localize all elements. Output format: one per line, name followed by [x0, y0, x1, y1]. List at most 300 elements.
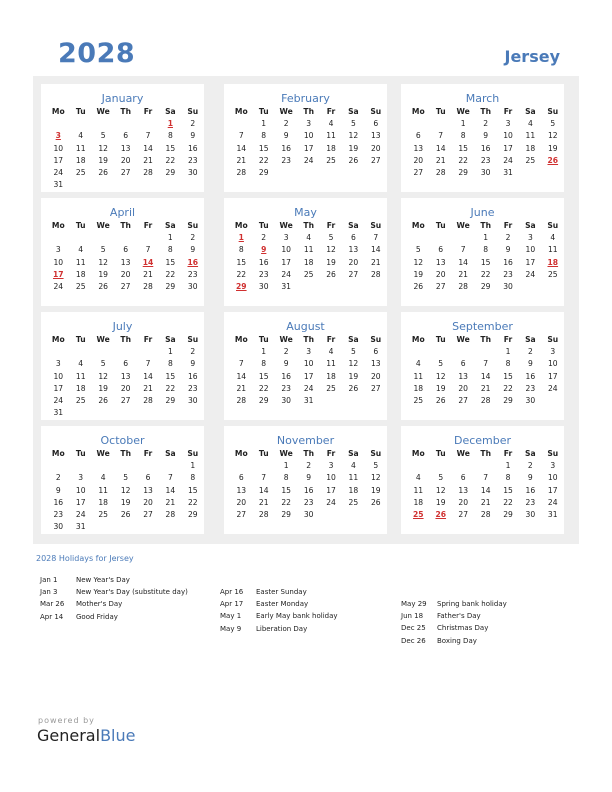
- day-cell: 15: [258, 371, 269, 381]
- day-cell: 6: [123, 131, 129, 141]
- day-cell: 1: [167, 347, 173, 357]
- day-cell: 6: [438, 245, 444, 255]
- day-cell: 8: [283, 473, 289, 483]
- day-cell: 29: [165, 282, 176, 292]
- month-table: [407, 448, 564, 521]
- day-cell: 2: [55, 473, 61, 483]
- month-name: April: [109, 206, 136, 219]
- weekday-header: Mo: [51, 107, 65, 117]
- day-cell: 17: [525, 257, 536, 267]
- day-cell: 18: [326, 371, 336, 381]
- empty-cell: [92, 346, 115, 358]
- weekday-header: Th: [480, 449, 491, 459]
- day-cell: 18: [75, 269, 86, 279]
- empty-cell: [430, 346, 452, 358]
- day-cell: 19: [547, 143, 558, 153]
- day-cell: 22: [458, 155, 469, 165]
- day-cell: 10: [75, 485, 86, 495]
- empty-cell: [230, 118, 253, 130]
- weekday-header: Fr: [143, 221, 153, 231]
- day-cell: 12: [435, 371, 446, 381]
- day-cell: 3: [527, 233, 533, 243]
- day-cell: 29: [503, 396, 513, 406]
- day-cell: 10: [503, 131, 513, 141]
- day-cell: 26: [120, 510, 131, 520]
- weekday-header: Tu: [258, 449, 269, 459]
- day-cell: 31: [547, 510, 558, 520]
- month-name: October: [100, 434, 145, 447]
- empty-cell: [92, 179, 115, 191]
- day-cell: 24: [53, 396, 64, 406]
- empty-cell: [342, 281, 364, 293]
- day-cell: 25: [525, 155, 536, 165]
- day-cell: 21: [236, 383, 247, 393]
- day-cell: 17: [326, 485, 336, 495]
- month-table: [230, 448, 387, 521]
- holiday-row: [220, 586, 338, 598]
- day-cell: 2: [306, 461, 312, 471]
- day-cell: 28: [236, 168, 247, 178]
- month-september: [401, 312, 564, 420]
- day-cell: 29: [258, 168, 269, 178]
- holiday-row: [40, 611, 188, 623]
- day-cell: 29: [458, 168, 469, 178]
- month-december: [401, 426, 564, 534]
- holiday-name: Father's Day: [437, 612, 481, 621]
- day-cell: 7: [438, 131, 444, 141]
- day-cell: 6: [373, 119, 379, 129]
- day-cell: 23: [525, 497, 536, 507]
- day-cell: 21: [165, 497, 176, 507]
- day-cell: 27: [143, 510, 153, 520]
- day-cell: 6: [238, 473, 244, 483]
- day-cell: 22: [187, 497, 198, 507]
- empty-cell: [542, 167, 564, 179]
- holiday-date: Apr 17: [220, 600, 244, 609]
- weekday-header: Su: [370, 107, 382, 117]
- day-cell: 8: [190, 473, 196, 483]
- day-cell: 22: [503, 497, 513, 507]
- day-cell: 11: [547, 245, 558, 255]
- day-cell: 23: [187, 269, 198, 279]
- day-cell: 29: [165, 168, 176, 178]
- month-november: [224, 426, 387, 534]
- day-cell: 3: [55, 359, 61, 369]
- weekday-header: Fr: [503, 335, 513, 345]
- day-cell: 11: [413, 485, 424, 495]
- day-cell: 18: [75, 155, 86, 165]
- day-cell: 30: [480, 168, 491, 178]
- day-cell: 8: [238, 245, 244, 255]
- day-cell: 14: [435, 143, 446, 153]
- empty-cell: [430, 118, 452, 130]
- day-cell: 12: [98, 257, 108, 267]
- weekday-header: Mo: [411, 449, 425, 459]
- weekday-header: Mo: [51, 449, 65, 459]
- day-cell: 27: [458, 510, 469, 520]
- empty-cell: [137, 232, 159, 244]
- day-cell: 8: [460, 131, 466, 141]
- month-table: [47, 448, 204, 533]
- day-cell: 11: [98, 485, 109, 495]
- empty-cell: [70, 407, 92, 419]
- day-cell: 11: [413, 371, 424, 381]
- day-cell: 9: [505, 245, 511, 255]
- day-cell: 21: [458, 269, 469, 279]
- day-cell: 18: [413, 383, 424, 393]
- day-cell: 7: [483, 359, 489, 369]
- holiday-row: [401, 610, 507, 622]
- day-cell: 17: [547, 485, 558, 495]
- day-cell: 23: [187, 155, 198, 165]
- weekday-header: Th: [120, 221, 131, 231]
- day-cell: 20: [143, 497, 153, 507]
- empty-cell: [542, 281, 564, 293]
- day-cell: 25: [303, 269, 314, 279]
- weekday-header: We: [456, 107, 470, 117]
- weekday-header: Sa: [165, 221, 176, 231]
- day-cell: 2: [283, 119, 289, 129]
- weekday-header: Tu: [258, 335, 269, 345]
- day-cell: 11: [303, 245, 314, 255]
- weekday-header: Mo: [234, 335, 248, 345]
- day-cell: 3: [306, 347, 312, 357]
- weekday-header: Th: [303, 449, 314, 459]
- holiday-date: Apr 14: [40, 612, 64, 621]
- empty-cell: [92, 521, 115, 533]
- empty-cell: [452, 460, 475, 472]
- day-cell: 8: [505, 473, 511, 483]
- holiday-name: Easter Sunday: [256, 588, 307, 596]
- day-cell: 16: [281, 143, 292, 153]
- day-cell: 20: [458, 497, 469, 507]
- day-cell: 27: [120, 396, 131, 406]
- empty-cell: [430, 232, 452, 244]
- holiday-name: Good Friday: [76, 612, 118, 621]
- holiday-row: [220, 598, 338, 610]
- weekday-header: We: [96, 221, 110, 231]
- day-cell: 21: [435, 155, 446, 165]
- day-cell: 31: [303, 396, 314, 406]
- day-cell: 4: [550, 233, 556, 243]
- day-cell: 20: [348, 257, 359, 267]
- holiday-day-cell: 26: [547, 155, 559, 165]
- day-cell: 2: [190, 233, 196, 243]
- day-cell: 16: [503, 257, 513, 267]
- month-march: [401, 84, 564, 192]
- day-cell: 6: [373, 347, 379, 357]
- day-cell: 26: [370, 497, 381, 507]
- day-cell: 24: [303, 155, 314, 165]
- day-cell: 27: [370, 155, 381, 165]
- day-cell: 23: [258, 269, 269, 279]
- empty-cell: [320, 281, 342, 293]
- day-cell: 6: [145, 473, 151, 483]
- weekday-header: Su: [187, 221, 199, 231]
- weekday-header: Tu: [75, 335, 86, 345]
- weekday-header: Sa: [348, 449, 359, 459]
- month-table: [230, 106, 387, 179]
- day-cell: 25: [413, 396, 424, 406]
- day-cell: 31: [281, 282, 292, 292]
- empty-cell: [407, 232, 430, 244]
- month-name: December: [453, 434, 512, 447]
- empty-cell: [320, 509, 342, 521]
- empty-cell: [159, 407, 181, 419]
- day-cell: 19: [98, 383, 109, 393]
- day-cell: 14: [480, 485, 491, 495]
- weekday-header: Fr: [326, 335, 336, 345]
- holiday-name: Mother's Day: [76, 600, 123, 609]
- day-cell: 14: [165, 485, 176, 495]
- empty-cell: [47, 232, 70, 244]
- weekday-header: Sa: [348, 221, 359, 231]
- day-cell: 28: [480, 396, 491, 406]
- weekday-header: Tu: [435, 107, 446, 117]
- day-cell: 27: [370, 383, 381, 393]
- day-cell: 28: [165, 510, 176, 520]
- day-cell: 11: [75, 143, 86, 153]
- empty-cell: [275, 167, 298, 179]
- weekday-header: Su: [370, 221, 382, 231]
- day-cell: 29: [480, 282, 491, 292]
- day-cell: 27: [458, 396, 469, 406]
- day-cell: 14: [236, 143, 247, 153]
- day-cell: 26: [348, 155, 359, 165]
- day-cell: 23: [525, 383, 536, 393]
- day-cell: 17: [303, 371, 314, 381]
- empty-cell: [342, 509, 364, 521]
- day-cell: 24: [525, 269, 536, 279]
- empty-cell: [70, 118, 92, 130]
- day-cell: 7: [145, 131, 151, 141]
- day-cell: 24: [547, 497, 558, 507]
- weekday-header: Fr: [326, 449, 336, 459]
- day-cell: 24: [503, 155, 513, 165]
- month-name: June: [470, 206, 495, 219]
- day-cell: 27: [236, 510, 247, 520]
- day-cell: 10: [547, 359, 558, 369]
- empty-cell: [137, 346, 159, 358]
- weekday-header: We: [279, 221, 293, 231]
- day-cell: 5: [350, 119, 356, 129]
- day-cell: 1: [505, 461, 511, 471]
- day-cell: 15: [165, 257, 176, 267]
- day-cell: 7: [238, 131, 244, 141]
- holiday-date: May 29: [401, 600, 427, 608]
- day-cell: 13: [370, 131, 381, 141]
- holiday-name: Easter Monday: [256, 600, 309, 609]
- day-cell: 10: [525, 245, 536, 255]
- weekday-header: Sa: [165, 107, 176, 117]
- holiday-row: [220, 610, 338, 622]
- day-cell: 4: [78, 131, 84, 141]
- day-cell: 7: [483, 473, 489, 483]
- day-cell: 14: [143, 371, 153, 381]
- day-cell: 27: [348, 269, 359, 279]
- day-cell: 20: [458, 383, 469, 393]
- empty-cell: [182, 407, 204, 419]
- day-cell: 13: [120, 143, 131, 153]
- day-cell: 14: [236, 371, 247, 381]
- weekday-header: Tu: [435, 449, 446, 459]
- day-cell: 28: [480, 510, 491, 520]
- empty-cell: [253, 460, 275, 472]
- weekday-header: Mo: [411, 335, 425, 345]
- day-cell: 28: [143, 396, 153, 406]
- day-cell: 25: [326, 155, 336, 165]
- empty-cell: [159, 460, 181, 472]
- day-cell: 28: [370, 269, 381, 279]
- month-name: February: [281, 92, 330, 105]
- day-cell: 23: [281, 155, 292, 165]
- day-cell: 13: [458, 485, 469, 495]
- weekday-header: Sa: [525, 107, 536, 117]
- day-cell: 23: [187, 383, 198, 393]
- weekday-header: We: [456, 335, 470, 345]
- day-cell: 24: [547, 383, 558, 393]
- day-cell: 30: [53, 522, 64, 532]
- holiday-day-cell: 3: [55, 131, 61, 141]
- weekday-header: We: [279, 107, 293, 117]
- empty-cell: [137, 521, 159, 533]
- weekday-header: Mo: [234, 449, 248, 459]
- holiday-date: Apr 16: [220, 588, 244, 596]
- day-cell: 1: [261, 119, 267, 129]
- weekday-header: Th: [480, 107, 491, 117]
- day-cell: 27: [120, 168, 131, 178]
- day-cell: 14: [480, 371, 491, 381]
- holiday-row: [40, 598, 188, 610]
- day-cell: 11: [326, 359, 336, 369]
- region-title: Jersey: [504, 47, 560, 66]
- day-cell: 17: [53, 155, 64, 165]
- day-cell: 4: [350, 461, 356, 471]
- day-cell: 5: [438, 473, 444, 483]
- holiday-row: [401, 598, 507, 610]
- empty-cell: [92, 460, 115, 472]
- holiday-date: Jan 1: [40, 576, 58, 584]
- weekday-header: Su: [187, 107, 199, 117]
- holiday-row: [40, 586, 188, 598]
- holiday-day-cell: 14: [142, 257, 154, 267]
- day-cell: 4: [78, 359, 84, 369]
- day-cell: 15: [503, 371, 513, 381]
- day-cell: 29: [187, 510, 198, 520]
- day-cell: 19: [98, 269, 108, 279]
- month-july: [41, 312, 204, 420]
- day-cell: 28: [143, 168, 153, 178]
- empty-cell: [519, 167, 541, 179]
- day-cell: 22: [480, 269, 491, 279]
- holiday-name: New Year's Day: [76, 576, 130, 584]
- day-cell: 21: [143, 155, 153, 165]
- empty-cell: [70, 346, 92, 358]
- holiday-column: [220, 586, 338, 635]
- weekday-header: Fr: [503, 221, 513, 231]
- day-cell: 7: [460, 245, 466, 255]
- weekday-header: Th: [120, 335, 131, 345]
- day-cell: 29: [503, 510, 513, 520]
- empty-cell: [115, 460, 137, 472]
- day-cell: 26: [98, 168, 109, 178]
- day-cell: 20: [236, 497, 247, 507]
- day-cell: 25: [98, 510, 109, 520]
- day-cell: 30: [187, 396, 198, 406]
- day-cell: 26: [98, 282, 108, 292]
- day-cell: 2: [505, 233, 511, 243]
- day-cell: 21: [480, 497, 491, 507]
- day-cell: 5: [328, 233, 334, 243]
- weekday-header: Sa: [165, 335, 176, 345]
- day-cell: 16: [525, 371, 536, 381]
- empty-cell: [70, 179, 92, 191]
- day-cell: 13: [236, 485, 247, 495]
- weekday-header: Fr: [503, 449, 513, 459]
- month-august: [224, 312, 387, 420]
- brand-general: General: [37, 726, 101, 745]
- day-cell: 11: [75, 371, 86, 381]
- weekday-header: Su: [187, 335, 199, 345]
- empty-cell: [47, 118, 70, 130]
- weekday-header: Th: [480, 221, 491, 231]
- day-cell: 11: [525, 131, 536, 141]
- holiday-day-cell: 1: [238, 233, 244, 243]
- month-table: [407, 106, 564, 179]
- empty-cell: [92, 232, 115, 244]
- day-cell: 12: [348, 359, 359, 369]
- empty-cell: [407, 118, 430, 130]
- day-cell: 18: [75, 383, 86, 393]
- day-cell: 18: [525, 143, 536, 153]
- day-cell: 3: [55, 245, 61, 255]
- day-cell: 5: [550, 119, 556, 129]
- day-cell: 31: [503, 168, 513, 178]
- day-cell: 11: [75, 257, 86, 267]
- day-cell: 20: [413, 155, 424, 165]
- day-cell: 25: [75, 396, 86, 406]
- holiday-date: May 9: [220, 624, 242, 633]
- day-cell: 5: [415, 245, 421, 255]
- day-cell: 19: [435, 497, 446, 507]
- day-cell: 28: [458, 282, 469, 292]
- weekday-header: Th: [120, 449, 131, 459]
- day-cell: 3: [505, 119, 511, 129]
- day-cell: 16: [53, 497, 64, 507]
- day-cell: 25: [75, 168, 86, 178]
- empty-cell: [115, 179, 137, 191]
- day-cell: 9: [283, 131, 289, 141]
- day-cell: 8: [167, 359, 173, 369]
- weekday-header: Fr: [143, 335, 153, 345]
- day-cell: 9: [55, 485, 61, 495]
- day-cell: 15: [187, 485, 198, 495]
- day-cell: 18: [413, 497, 424, 507]
- weekday-header: We: [96, 335, 110, 345]
- empty-cell: [114, 232, 136, 244]
- month-name: March: [465, 92, 500, 105]
- day-cell: 4: [78, 245, 84, 255]
- empty-cell: [137, 460, 159, 472]
- weekday-header: Sa: [165, 449, 176, 459]
- day-cell: 30: [303, 510, 314, 520]
- day-cell: 12: [98, 371, 109, 381]
- day-cell: 21: [143, 269, 153, 279]
- day-cell: 5: [100, 131, 106, 141]
- day-cell: 4: [415, 473, 421, 483]
- day-cell: 27: [120, 282, 131, 292]
- empty-cell: [92, 118, 115, 130]
